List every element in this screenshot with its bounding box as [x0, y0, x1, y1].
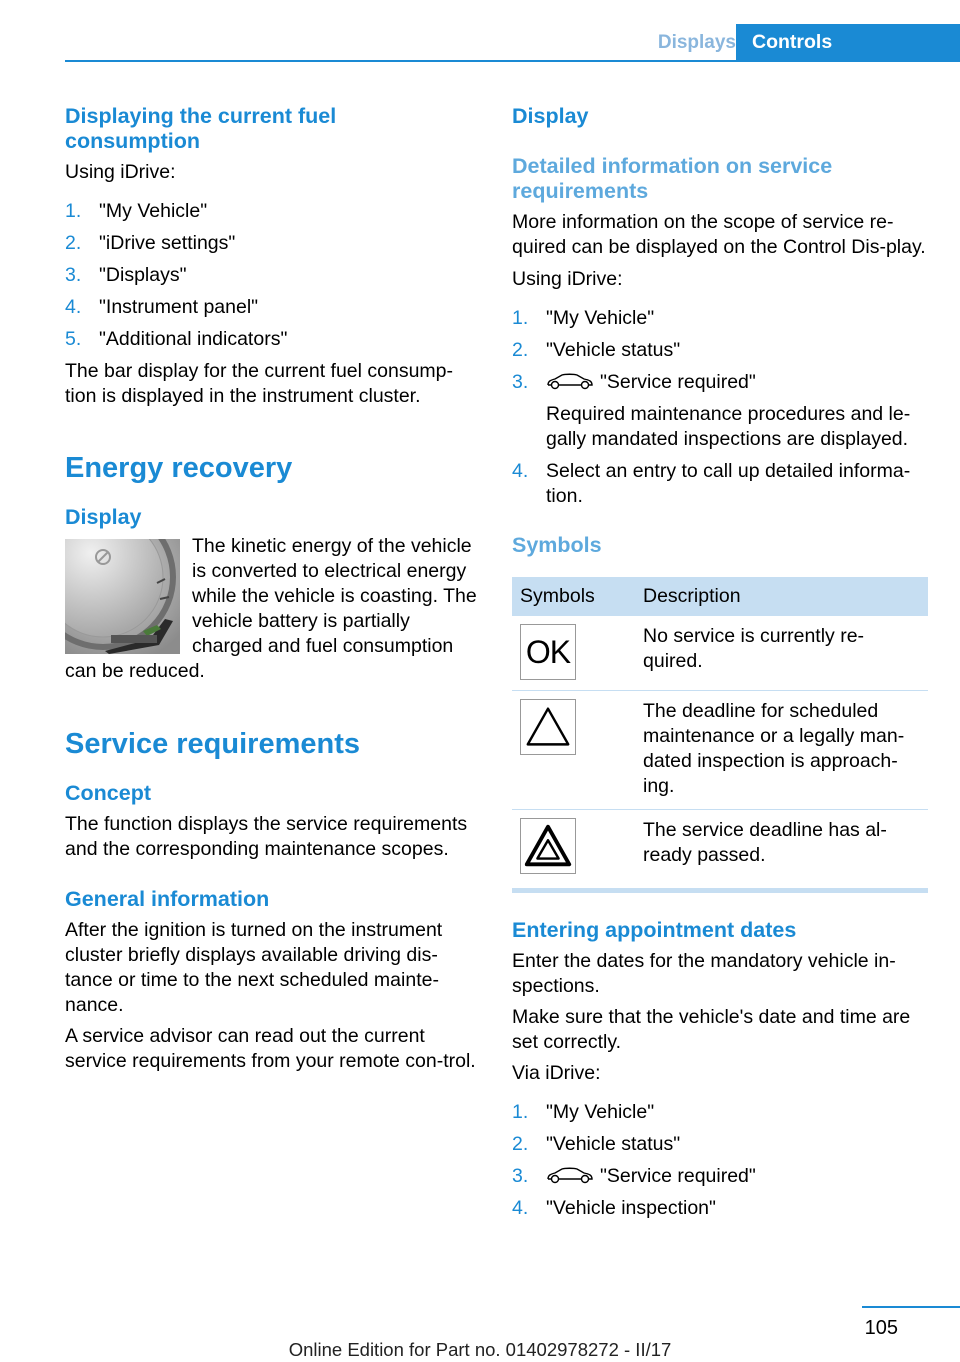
step-note: Required maintenance procedures and le-gally mandated inspections are displayed. [546, 403, 911, 450]
energy-description: The kinetic energy of the vehicle is converted to electrical energy while the vehicle is coasting. The vehicle battery is partially charged and fuel consumption can be reduced. [65, 535, 477, 682]
ok-symbol-icon: OK [520, 624, 576, 680]
detailed-info-text: More information on the scope of service re-quired can be displayed on the Control Dis-play. [512, 211, 926, 258]
detail-steps-list [512, 306, 928, 509]
energy-display-heading: Display [65, 505, 142, 529]
detailed-info-heading: Detailed information on service requirements [512, 154, 833, 203]
overdue-description: The service deadline has al-ready passed. [635, 810, 928, 891]
appointment-text-2: Make sure that the vehicle's date and time are set correctly. [512, 1006, 911, 1053]
left-column [65, 104, 480, 1074]
list-item: 5. "Additional indicators" [65, 328, 288, 350]
display-heading: Display [512, 104, 589, 128]
general-info-text-1: After the ignition is turned on the instrument cluster briefly displays available driving dis-tance or time to the next scheduled mainte-nance. [65, 919, 443, 1016]
warning-triangle-icon [520, 699, 576, 755]
list-item: 1. "My Vehicle" [512, 307, 655, 329]
list-item: 4. "Instrument panel" [65, 296, 259, 318]
list-item: 4. "Vehicle inspection" [512, 1197, 716, 1219]
edition-footer: Online Edition for Part no. 01402978272 - II/17 [288, 1339, 672, 1360]
table-header-symbols: Symbols [512, 577, 635, 616]
symbols-table [512, 577, 928, 893]
list-item: 3. "Displays" [65, 264, 187, 286]
appointment-intro: Via iDrive: [512, 1062, 601, 1084]
table-row [512, 810, 928, 891]
list-item: 1. "My Vehicle" [512, 1101, 655, 1123]
table-row [512, 616, 928, 691]
table-header-description: Description [635, 577, 928, 616]
list-item: 1. "My Vehicle" [65, 200, 208, 222]
fuel-heading: Displaying the current fuel consumption [65, 104, 337, 153]
fuel-description: The bar display for the current fuel consump-tion is displayed in the instrument cluster. [65, 360, 454, 407]
symbols-heading: Symbols [512, 533, 602, 557]
table-header-row [512, 577, 928, 616]
list-item: 3. "Service required" [512, 1165, 756, 1187]
ok-description: No service is currently re-quired. [635, 616, 928, 691]
fuel-intro: Using iDrive: [65, 161, 176, 183]
list-item: 2. "Vehicle status" [512, 1133, 681, 1155]
car-icon [546, 1166, 594, 1184]
section-tab-displays[interactable]: Displays [657, 32, 736, 53]
concept-description: The function displays the service requirements and the corresponding maintenance scopes. [65, 813, 468, 860]
appointment-heading: Entering appointment dates [512, 918, 797, 942]
appointment-steps-list [512, 1100, 928, 1221]
list-item: 4. Select an entry to call up detailed informa-tion. [512, 460, 911, 507]
page-number: 105 [864, 1317, 898, 1339]
list-item: 2. "iDrive settings" [65, 232, 236, 254]
energy-recovery-heading: Energy recovery [65, 452, 293, 484]
general-info-text-2: A service advisor can read out the current service requirements from your remote con-trol. [65, 1025, 476, 1072]
energy-gauge-image [65, 539, 180, 654]
list-item: 2. "Vehicle status" [512, 339, 681, 361]
list-item: 3. "Service required" Required maintenance procedures and le-gally mandated inspections are displayed. [512, 370, 928, 452]
page-header [65, 24, 960, 62]
appointment-text-1: Enter the dates for the mandatory vehicle in-spections. [512, 950, 896, 997]
table-row [512, 691, 928, 810]
footer-rule [862, 1306, 960, 1308]
energy-block [65, 534, 480, 684]
detailed-info-intro: Using iDrive: [512, 268, 623, 290]
overdue-triangle-icon [520, 818, 576, 874]
chapter-tab-controls[interactable]: Controls [736, 24, 960, 62]
fuel-steps-list [65, 199, 480, 352]
right-column [512, 104, 928, 1228]
general-info-heading: General information [65, 887, 270, 911]
service-requirements-heading: Service requirements [65, 728, 360, 760]
car-icon [546, 372, 594, 390]
warning-description: The deadline for scheduled maintenance or a legally man-dated inspection is approach-ing. [635, 691, 928, 810]
concept-heading: Concept [65, 781, 151, 805]
